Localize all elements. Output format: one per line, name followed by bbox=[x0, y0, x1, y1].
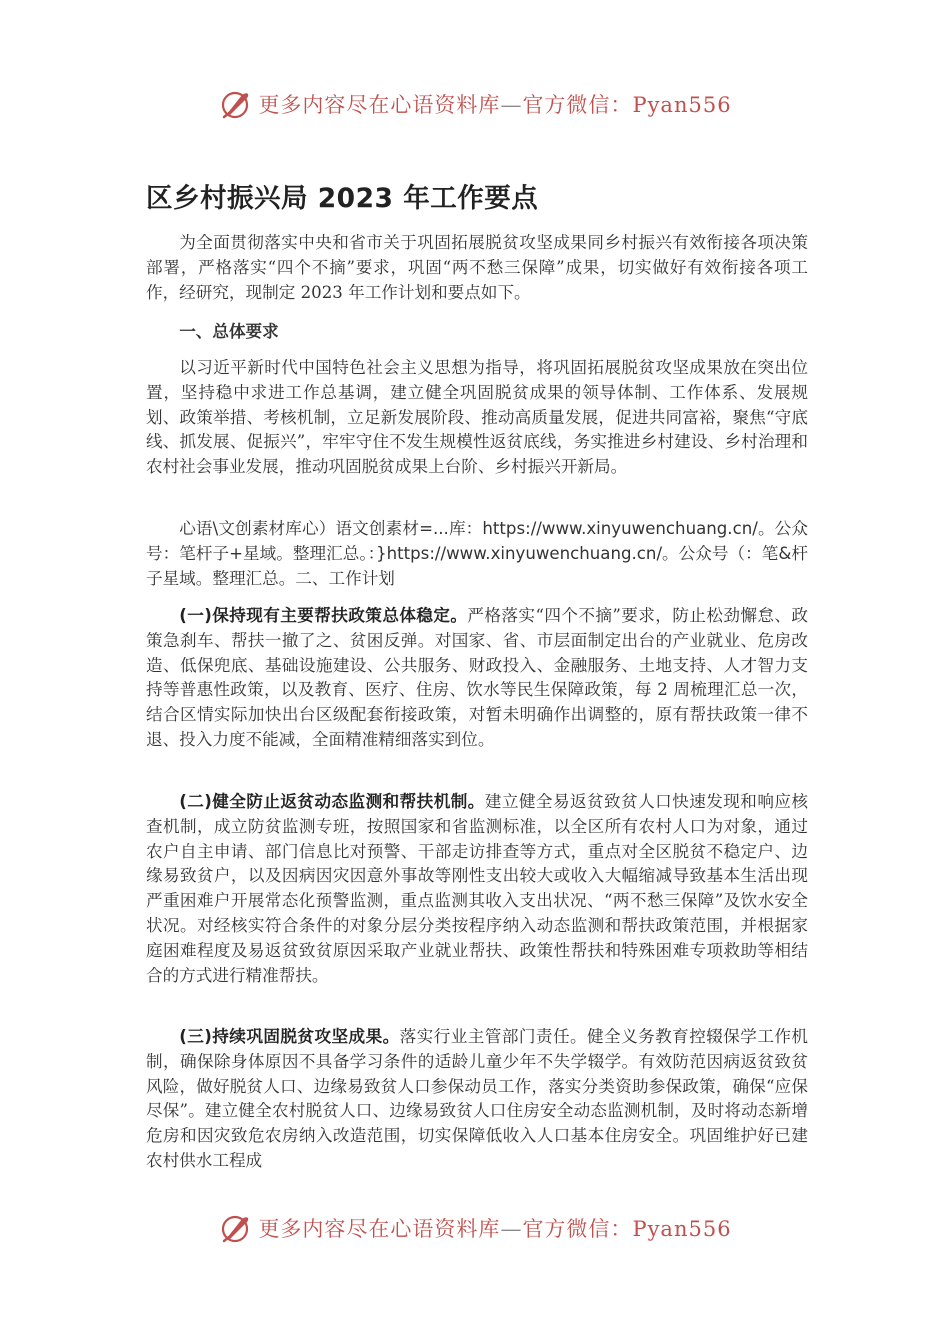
intro-paragraph: 为全面贯彻落实中央和省市关于巩固拓展脱贫攻坚成果同乡村振兴有效衔接各项决策部署，严格落实“四个不摘”要求，巩固“两不愁三保障”成果，切实做好有效衔接各项工作，经研究，现制定 2023 年工作计划和要点如下。 bbox=[146, 233, 808, 302]
plan-item-1-lead: (一)保持现有主要帮扶政策总体稳定。 bbox=[179, 606, 468, 625]
plan-item-2-body: 建立健全易返贫致贫人口快速发现和响应核查机制，成立防贫监测专班，按照国家和省监测标准，以全区所有农村人口为对象，通过农户自主申请、部门信息比对预警、干部走访排查等方式，重点对全区脱贫不稳定户、边缘易致贫户，以及因病因灾因意外事故等刚性支出较大或收入大幅缩减导致基本生活出现严重困难户开展常态化预警监测，重点监测其收入支出状况、“两不愁三保障”及饮水安全状况。对经核实符合条件的对象分层分类按程序纳入动态监测和帮扶政策范围，并根据家庭困难程度及易返贫致贫原因采取产业就业帮扶、政策性帮扶和特殊困难专项救助等相结合的方式进行精准帮扶。 bbox=[146, 792, 809, 985]
banner-text: 更多内容尽在心语资料库—官方微信：Pyan556 bbox=[258, 93, 732, 117]
banner-text: 更多内容尽在心语资料库—官方微信：Pyan556 bbox=[258, 1217, 732, 1241]
quill-pen-logo-icon bbox=[218, 1211, 252, 1245]
watermark-paragraph: 心语\文创素材库心）语文创素材=...库：https://www.xinyuwenchuang.cn/。公众号：笔杆子+星域。整理汇总。：}https://www.xinyuwenchuang.cn/。公众号（：笔&杆子星域。整理汇总。二、工作计划 bbox=[146, 519, 808, 588]
plan-item-3 bbox=[146, 1025, 808, 1174]
header-banner bbox=[0, 84, 950, 124]
plan-item-2 bbox=[146, 790, 808, 988]
section-heading-general: 一、总体要求 bbox=[179, 322, 279, 341]
plan-item-1 bbox=[146, 604, 808, 753]
plan-item-2-lead: (二)健全防止返贫动态监测和帮扶机制。 bbox=[179, 792, 485, 811]
footer-banner bbox=[0, 1208, 950, 1248]
plan-item-3-lead: (三)持续巩固脱贫攻坚成果。 bbox=[179, 1027, 400, 1046]
section-general-body: 以习近平新时代中国特色社会主义思想为指导，将巩固拓展脱贫攻坚成果放在突出位置，坚持稳中求进工作总基调，建立健全巩固脱贫成果的领导体制、工作体系、发展规划、政策举措、考核机制，立足新发展阶段、推动高质量发展，促进共同富裕，聚焦“守底线、抓发展、促振兴”，牢牢守住不发生规模性返贫底线，务实推进乡村建设、乡村治理和农村社会事业发展，推动巩固脱贫成果上台阶、乡村振兴开新局。 bbox=[146, 358, 808, 477]
document-title: 区乡村振兴局 2023 年工作要点 bbox=[146, 183, 539, 214]
plan-item-3-body: 落实行业主管部门责任。健全义务教育控辍保学工作机制，确保除身体原因不具备学习条件的适龄儿童少年不失学辍学。有效防范因病返贫致贫风险，做好脱贫人口、边缘易致贫人口参保动员工作，落实分类资助参保政策，确保“应保尽保”。建立健全农村脱贫人口、边缘易致贫人口住房安全动态监测机制，及时将动态新增危房和因灾致危农房纳入改造范围，切实保障低收入人口基本住房安全。巩固维护好已建农村供水工程成 bbox=[146, 1027, 809, 1170]
plan-item-1-body: 严格落实“四个不摘”要求，防止松劲懈怠、政策急刹车、帮扶一撤了之、贫困反弹。对国家、省、市层面制定出台的产业就业、危房改造、低保兜底、基础设施建设、公共服务、财政投入、金融服务、土地支持、人才智力支持等普惠性政策，以及教育、医疗、住房、饮水等民生保障政策，每 2 周梳理汇总一次，结合区情实际加快出台区级配套衔接政策，对暂未明确作出调整的，原有帮扶政策一律不退、投入力度不能减，全面精准精细落实到位。 bbox=[146, 606, 809, 749]
quill-pen-logo-icon bbox=[218, 87, 252, 121]
